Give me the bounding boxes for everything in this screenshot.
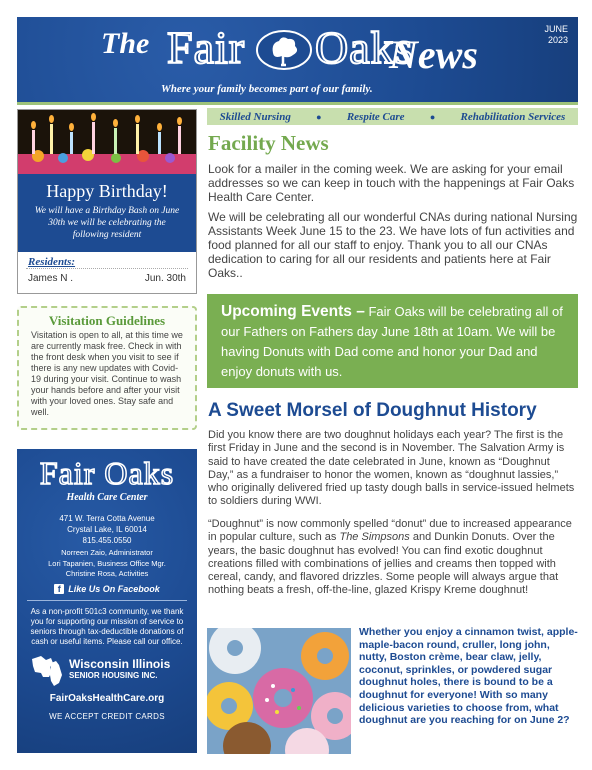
wisconsin-illinois-name: Wisconsin Illinois (69, 657, 171, 671)
bullet-icon: ● (429, 111, 436, 122)
residents-label: Residents: (28, 256, 76, 268)
upcoming-events-label: Upcoming Events – (221, 303, 365, 320)
service-rehabilitation: Rehabilitation Services (460, 110, 566, 123)
credit-card-note: WE ACCEPT CREDIT CARDS (49, 711, 165, 721)
masthead-tagline: Where your family becomes part of our family. (161, 83, 373, 95)
service-skilled-nursing: Skilled Nursing (219, 110, 291, 123)
doughnut-paragraph-1: Did you know there are two doughnut holidays each year? The first is the first Friday in June and the second is in November. The Salvation Army is said to have created the date celebrated in June, known as “Doughnut Day,” as a fundraiser to honor the women, known as “doughnut lassies,” who originally delivered fried up tasty dough balls in service-issued helmets to soldiers during WWI. (208, 429, 575, 508)
state-map-icon (29, 653, 67, 687)
birthday-cake-image (18, 110, 196, 174)
facebook-icon: f (54, 584, 64, 594)
facility-news-paragraph-1: Look for a mailer in the coming week. We are asking for your email addresses so we can keep in touch with the happenings at Fair Oaks Health Care Center. (208, 162, 575, 204)
issue-month: JUNE (544, 24, 568, 34)
phone-number[interactable]: 815.455.0550 (82, 536, 132, 545)
nonprofit-text: As a non-profit 501c3 community, we thank you for supporting our mission of service to seniors through tax-deductible donations of cash or useful items. Please call our office. (30, 606, 184, 646)
resident-name: James N . (28, 273, 74, 284)
visitation-text: Visitation is open to all, at this time we are currently mask free. Check in with the front desk when you visit to see if there is any new updates with Covid-19 during your visit. Continue to wash your hands before and after your visit with your loved ones. Stay safe and well. (31, 330, 183, 417)
visitation-box (17, 306, 197, 430)
services-bar (207, 108, 578, 125)
staff-business-office: Lori Tapanien, Business Office Mgr. (48, 558, 166, 568)
sidebar-address (17, 513, 197, 546)
doughnut-paragraph-2: “Doughnut” is now commonly spelled “donut” due to increased appearance in popular culture, such as The Simpsons and Dunkin Donuts. Over the years, the basic doughnut has evolved! You can find exotic doughnut creations filled with combinations of jellies and creams then topped with cereal, candy, and flavored drizzles. Some people will always argue that nothing beats a fresh, off-the-line, glazed Krispy Kreme doughnut! (208, 518, 572, 597)
upcoming-events-text: Fair Oaks will be celebrating all of our Fathers on Fathers day June 18th at 10am. We will be having Donuts with Dad come and honor your Dad and enjoy donuts with us. (221, 304, 563, 379)
facebook-label: Like Us On Facebook (68, 583, 160, 594)
facebook-link[interactable] (17, 584, 197, 594)
address-line-1: 471 W. Terra Cotta Avenue (59, 514, 155, 523)
contact-sidebar (17, 449, 197, 753)
sidebar-logo: Fair Oaks (39, 455, 175, 491)
birthday-banner (18, 174, 196, 252)
masthead-oaks: Oaks (315, 22, 414, 73)
wisconsin-illinois-logo (29, 653, 197, 687)
bullet-icon: ● (316, 111, 322, 122)
upcoming-events-box (207, 294, 578, 388)
website-link[interactable]: FairOaksHealthCare.org (49, 692, 165, 704)
issue-year: 2023 (547, 35, 568, 45)
masthead (17, 17, 578, 105)
doughnuts-image (207, 628, 351, 754)
masthead-the: The (101, 27, 150, 60)
staff-administrator: Norreen Zaio, Administrator (61, 548, 153, 557)
staff-activities: Christine Rosa, Activities (65, 569, 149, 578)
staff-list (17, 548, 197, 580)
birthday-card (17, 109, 197, 294)
facility-news-title: Facility News (208, 131, 329, 155)
visitation-title: Visitation Guidelines (48, 313, 166, 328)
doughnut-callout: Whether you enjoy a cinnamon twist, apple-maple-bacon round, cruller, long john, nutty, Boston crème, bear claw, jelly, coconut, sprinkles, or powdered sugar doughnut holes, there is bound to be a doughnut for everyone! With so many delicious varieties to choose from, what doughnut are you reaching for on June 2? (359, 626, 578, 727)
service-respite-care: Respite Care (346, 110, 405, 123)
divider (26, 268, 188, 269)
divider (27, 600, 187, 601)
wisconsin-illinois-subtitle: SENIOR HOUSING INC. (69, 671, 158, 680)
sidebar-subtitle: Health Care Center (66, 492, 148, 503)
masthead-fair: Fair (167, 22, 246, 73)
resident-birthday-date: Jun. 30th (144, 273, 186, 284)
masthead-news: News (389, 32, 478, 77)
facility-news-paragraph-2: We will be celebrating all our wonderful CNAs during national Nursing Assistants Week June 15 to the 23. We have lots of fun activities and food planned for all our staff to enjoy. Thank you to all our CNAs dedication to caring for all our residents and patients here at Fair Oaks.. (208, 210, 578, 280)
birthday-text: We will have a Birthday Bash on June 30th we will be celebrating the following resident (34, 206, 180, 240)
address-line-2: Crystal Lake, IL 60014 (67, 525, 147, 534)
oak-tree-icon (255, 29, 313, 71)
doughnut-history-title: A Sweet Morsel of Doughnut History (208, 400, 537, 421)
birthday-title: Happy Birthday! (46, 181, 168, 201)
